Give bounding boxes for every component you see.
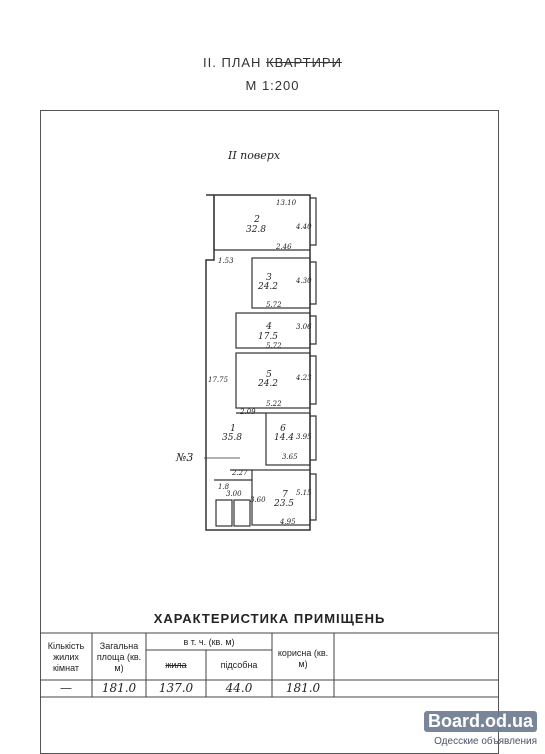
entrance-label: №3: [176, 451, 194, 464]
value-rooms-count: —: [60, 681, 72, 695]
dimension-label: 3.00: [226, 490, 242, 498]
room-area: 17.5: [257, 332, 279, 342]
dimension-label: 13.10: [276, 199, 297, 207]
header-useful: корисна (кв. м): [277, 648, 329, 669]
dimension-label: 1.8: [218, 483, 230, 491]
dimension-label: 3.95: [296, 433, 312, 441]
room-area: 24.2: [257, 282, 279, 292]
dimension-label: 4.23: [296, 374, 312, 382]
dimension-label: 2.27: [232, 469, 248, 477]
dimension-label: 17.75: [208, 376, 229, 384]
header-auxiliary: підсобна: [220, 660, 258, 670]
dimension-label: 5.72: [266, 301, 282, 309]
room-area: 32.8: [245, 225, 267, 235]
dimension-label: 5.72: [266, 342, 282, 350]
dimension-label: 3.65: [282, 453, 298, 461]
dimension-label: 2.46: [276, 243, 292, 251]
plan-title-prefix: II. ПЛАН: [203, 55, 262, 70]
watermark-caption: Одесские объявления: [434, 736, 537, 747]
value-living-area: 137.0: [158, 681, 194, 695]
watermark-logo: Board.od.ua: [424, 711, 537, 732]
room-area: 24.2: [257, 379, 279, 389]
room-number: 2: [254, 215, 260, 225]
dimension-label: 3.06: [296, 323, 312, 331]
value-useful-area: 181.0: [285, 681, 321, 695]
floor-label: II поверх: [228, 149, 281, 162]
header-rooms-count: Кількість жилих кімнат: [47, 641, 85, 673]
value-total-area: 181.0: [101, 681, 137, 695]
room-area: 14.4: [273, 433, 295, 443]
dimension-label: 4.40: [296, 223, 312, 231]
room-number: 6: [280, 424, 286, 434]
header-total-area: Загальна площа (кв. м): [96, 641, 142, 673]
room-number: 3: [266, 273, 272, 283]
room-number: 7: [282, 490, 288, 500]
dimension-label: 1.53: [218, 257, 234, 265]
room-number: 4: [266, 322, 272, 332]
room-area: 23.5: [273, 499, 295, 509]
dimension-label: 4.95: [280, 518, 296, 526]
plan-scale: М 1:200: [245, 78, 300, 93]
plan-title-struck: КВАРТИРИ: [266, 55, 342, 70]
dimension-label: 2.09: [240, 408, 256, 416]
dimension-label: 5.15: [296, 489, 312, 497]
value-auxiliary-area: 44.0: [225, 681, 253, 695]
dimension-label: 5.22: [266, 400, 282, 408]
room-number: 5: [266, 370, 272, 380]
header-including: в т. ч. (кв. м): [183, 637, 235, 647]
header-living: жила: [165, 660, 187, 670]
room-area: 35.8: [221, 433, 243, 443]
dimension-label: 4.30: [296, 277, 312, 285]
dimension-label: 3.60: [250, 496, 266, 504]
table-title: ХАРАКТЕРИСТИКА ПРИМІЩЕНЬ: [153, 611, 386, 626]
room-number: 1: [230, 424, 236, 434]
